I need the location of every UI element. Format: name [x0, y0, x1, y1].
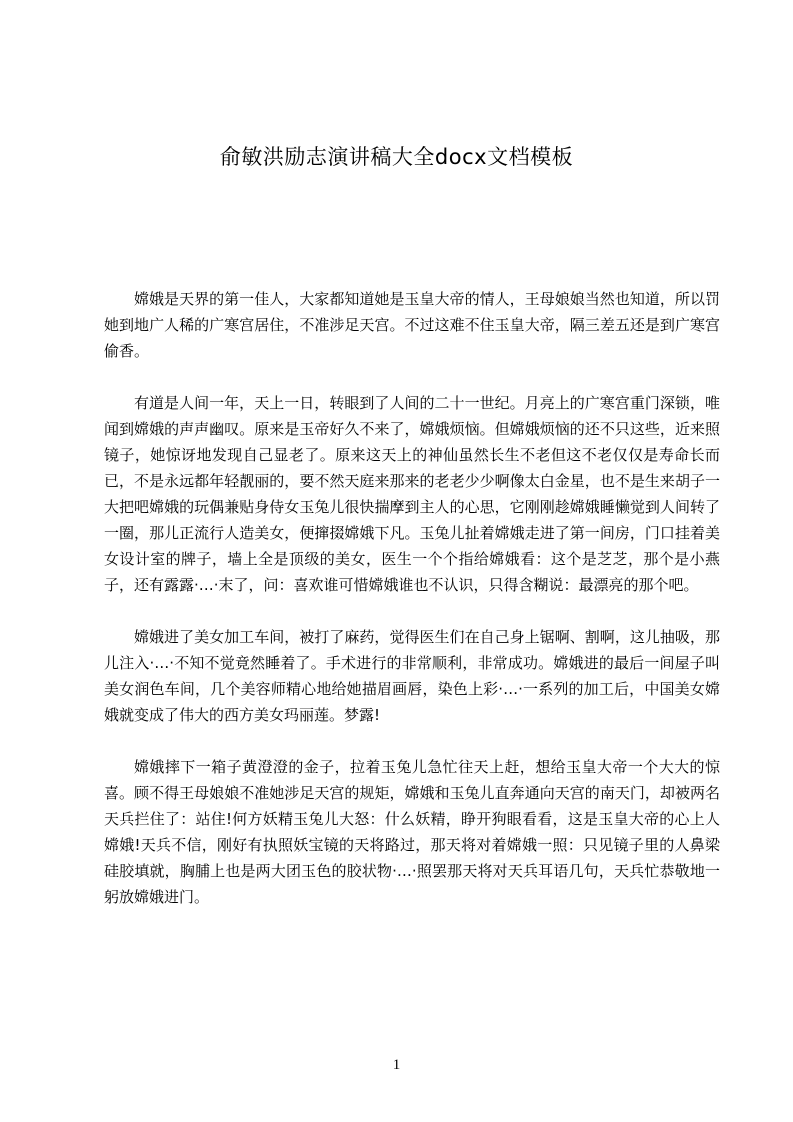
paragraph-2: 有道是人间一年，天上一日，转眼到了人间的二十一世纪。月亮上的广寒宫重门深锁，唯闻到嫦娥的声声幽叹。原来是玉帝好久不来了，嫦娥烦恼。但嫦娥烦恼的还不只这些，近来照镜子，她惊讶地发现自己显老了。原来这天上的神仙虽然长生不老但这不老仅仅是寿命长而已，不是永远都年轻靓丽的，要不然天庭来那来的老老少少啊像太白金星，也不是生来胡子一大把吧嫦娥的玩偶兼贴身侍女玉兔儿很快揣摩到主人的心思，它刚刚趁嫦娥睡懒觉到人间转了一圈，那儿正流行人造美女，便撺掇嫦娥下凡。玉兔儿扯着嫦娥走进了第一间房，门口挂着美女设计室的牌子，墙上全是顶级的美女，医生一个个指给嫦娥看：这个是芝芝，那个是小燕子，还有露露·…·末了，问：喜欢谁可惜嫦娥谁也不认识，只得含糊说：最漂亮的那个吧。 [104, 394, 720, 594]
page-number: 1 [392, 1057, 401, 1073]
paragraph-1: 嫦娥是天界的第一佳人，大家都知道她是玉皇大帝的情人，王母娘娘当然也知道，所以罚她到地广人稀的广寒宫居住，不准涉足天宫。不过这难不住玉皇大帝，隔三差五还是到广寒宫偷香。 [104, 290, 720, 360]
document-body [104, 286, 720, 936]
document-title: 俞敏洪励志演讲稿大全docx文档模板 [219, 145, 574, 169]
paragraph-4: 嫦娥摔下一箱子黄澄澄的金子，拉着玉兔儿急忙往天上赶，想给玉皇大帝一个大大的惊喜。顾不得王母娘娘不准她涉足天宫的规矩，嫦娥和玉兔儿直奔通向天宫的南天门，却被两名天兵拦住了：站住!何方妖精玉兔儿大怒：什么妖精，睁开狗眼看看，这是玉皇大帝的心上人嫦娥!天兵不信，刚好有执照妖宝镜的天将路过，那天将对着嫦娥一照：只见镜子里的人鼻梁硅胶填就，胸脯上也是两大团玉色的胶状物·…·照罢那天将对天兵耳语几句，天兵忙恭敬地一躬放嫦娥进门。 [104, 758, 720, 906]
paragraph-3: 嫦娥进了美女加工车间，被打了麻药，觉得医生们在自己身上锯啊、割啊，这儿抽吸，那儿注入·…·不知不觉竟然睡着了。手术进行的非常顺利，非常成功。嫦娥进的最后一间屋子叫美女润色车间，几个美容师精心地给她描眉画唇，染色上彩·…·一系列的加工后，中国美女嫦娥就变成了伟大的西方美女玛丽莲。梦露! [104, 628, 720, 724]
